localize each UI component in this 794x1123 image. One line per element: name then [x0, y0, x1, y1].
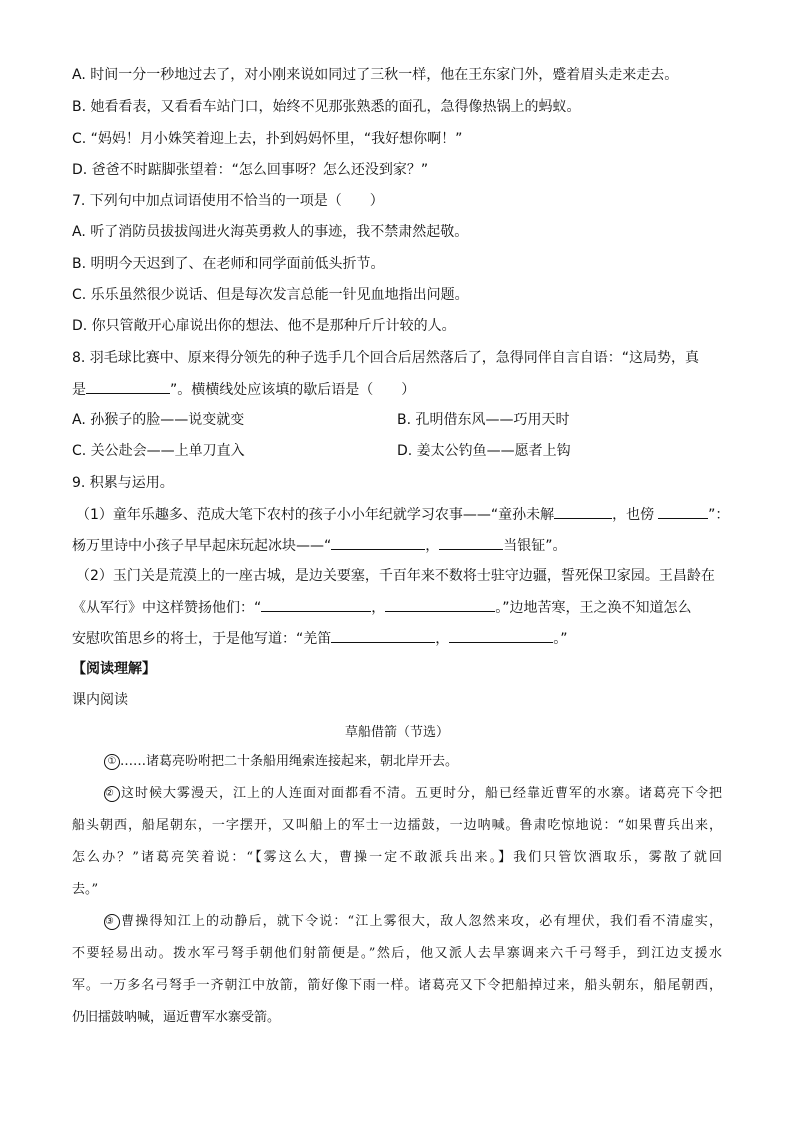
q9-blank-8[interactable] — [449, 628, 553, 643]
q8-option-c: C. 关公赴会——上单刀直入 — [72, 443, 245, 459]
q7-option-b: B. 明明今天迟到了、在老师和同学面前低头折节。 — [72, 256, 385, 272]
q8-stem-line2 — [72, 379, 415, 400]
q7-stem: 7. 下列句中加点词语使用不恰当的一项是（ ） — [72, 193, 384, 209]
passage-para-2-line3: 怎么办？”诸葛亮笑着说：“【雾这么大，曹操一定不敢派兵出来。】我们只管饮酒取乐，雾散了就回 — [72, 850, 722, 865]
q9-part2-text-a: 《从军行》中这样赞扬他们：“ — [72, 600, 262, 616]
q9-part1-line2 — [72, 535, 567, 556]
q8-stem-line1: 8. 羽毛球比赛中、原来得分领先的种子选手几个回合后居然落后了，急得同伴自言自语：“这局势，真 — [72, 350, 700, 366]
q9-part2-text-b: ， — [371, 600, 386, 616]
q9-part2-line2 — [72, 597, 692, 618]
q8-answer-blank[interactable] — [86, 379, 170, 394]
q9-blank-4[interactable] — [439, 535, 503, 550]
section-subheader: 课内阅读 — [72, 692, 128, 708]
q9-part1-text-e: ， — [425, 538, 440, 554]
para-3-text-1: 曹操得知江上的动静后，就下令说：“江上雾很大，敌人忽然来攻，必有埋伏，我们看不清虚实， — [120, 914, 722, 929]
section-header-reading: 【阅读理解】 — [72, 661, 156, 677]
q8-option-b: B. 孔明借东风——巧用天时 — [397, 412, 570, 428]
q6-option-c: C. “妈妈！月小姝笑着迎上去，扑到妈妈怀里，“我好想你啊！” — [72, 131, 463, 147]
passage-para-3-line4: 仍旧擂鼓呐喊，逼近曹军水寨受箭。 — [72, 1010, 281, 1025]
q7-option-d: D. 你只管敞开心扉说出你的想法、他不是那种斤斤计较的人。 — [72, 318, 456, 334]
passage-para-3-line2: 不要轻易出动。拨水军弓弩手朝他们射箭便是。”然后，他又派人去旱寨调来六千弓弩手，到江边支援水 — [72, 946, 722, 961]
passage-para-3-line1 — [104, 912, 722, 932]
q7-option-c: C. 乐乐虽然很少说话、但是每次发言总能一针见血地指出问题。 — [72, 287, 469, 303]
q9-part2-text-e: ， — [435, 631, 450, 647]
q6-option-b: B. 她看看表，又看看车站门口，始终不见那张熟悉的面孔，急得像热锅上的蚂蚁。 — [72, 99, 581, 115]
q9-part1-line1 — [76, 504, 729, 525]
passage-para-3-line3: 军。一万多名弓弩手一齐朝江中放箭，箭好像下雨一样。诸葛亮又下令把船掉过来，船头朝东，船尾朝西， — [72, 978, 722, 993]
q7-option-a: A. 听了消防员拔拔闯进火海英勇救人的事迹，我不禁肃然起敬。 — [72, 224, 469, 240]
passage-para-2-line2: 船头朝西，船尾朝东，一字摆开，又叫船上的军士一边擂鼓，一边呐喊。鲁肃吃惊地说：“如果曹兵出来， — [72, 818, 722, 833]
para-number-2: ② — [104, 786, 120, 802]
q9-blank-3[interactable] — [331, 535, 425, 550]
q9-part1-text-f: 当银钲”。 — [503, 538, 567, 554]
q8-stem-part2: ”。横横线处应该填的歇后语是（ ） — [170, 382, 416, 398]
q9-blank-2[interactable] — [658, 504, 708, 519]
passage-title: 草船借箭（节选） — [344, 725, 449, 740]
para-number-1: ① — [104, 754, 120, 770]
para-2-text-1: 这时候大雾漫天，江上的人连面对面都看不清。五更时分，船已经靠近曹军的水寨。诸葛亮下令把 — [120, 786, 722, 801]
q9-part2-line1: （2）玉门关是荒漠上的一座古城，是边关要塞，千百年来不数将士驻守边疆，誓死保卫家园。王昌龄在 — [76, 568, 715, 584]
q6-option-d: D. 爸爸不时踮脚张望着：“怎么回事呀？怎么还没到家？” — [72, 162, 429, 178]
q9-part2-text-c: 。”边地苦寒，王之涣不知道怎么 — [495, 600, 692, 616]
q9-stem: 9. 积累与运用。 — [72, 475, 174, 491]
q6-option-a: A. 时间一分一秒地过去了，对小刚来说如同过了三秋一样，他在王东家门外，蹙着眉头走来走去。 — [72, 67, 679, 83]
passage-para-2-line4: 去。” — [72, 882, 99, 897]
para-number-3: ③ — [104, 914, 120, 930]
q9-part1-text-d: 杨万里诗中小孩子早早起床玩起冰块——“ — [72, 538, 332, 554]
q9-part1-text-a: （1）童年乐趣多、范成大笔下农村的孩子小小年纪就学习农事——“童孙未解 — [76, 507, 555, 523]
q8-option-a: A. 孙猴子的脸——说变就变 — [72, 412, 245, 428]
passage-para-2-line1 — [104, 784, 722, 804]
q9-blank-5[interactable] — [261, 597, 371, 612]
q9-part2-text-d: 安慰吹笛思乡的将士，于是他写道：“羌笛 — [72, 631, 332, 647]
q9-part1-text-b: ，也傍 — [612, 507, 655, 523]
q8-option-d: D. 姜太公钓鱼——愿者上钩 — [397, 443, 571, 459]
para-1-text: ……诸葛亮吩咐把二十条船用绳索连接起来，朝北岸开去。 — [120, 754, 459, 769]
passage-para-1 — [104, 752, 704, 772]
q8-stem-part1: 是 — [72, 382, 86, 398]
q9-blank-7[interactable] — [331, 628, 435, 643]
q9-part1-text-c: ”： — [708, 507, 730, 523]
q9-blank-1[interactable] — [554, 504, 612, 519]
q9-part2-text-f: 。” — [553, 631, 568, 647]
q9-blank-6[interactable] — [385, 597, 495, 612]
q9-part2-line3 — [72, 628, 568, 649]
